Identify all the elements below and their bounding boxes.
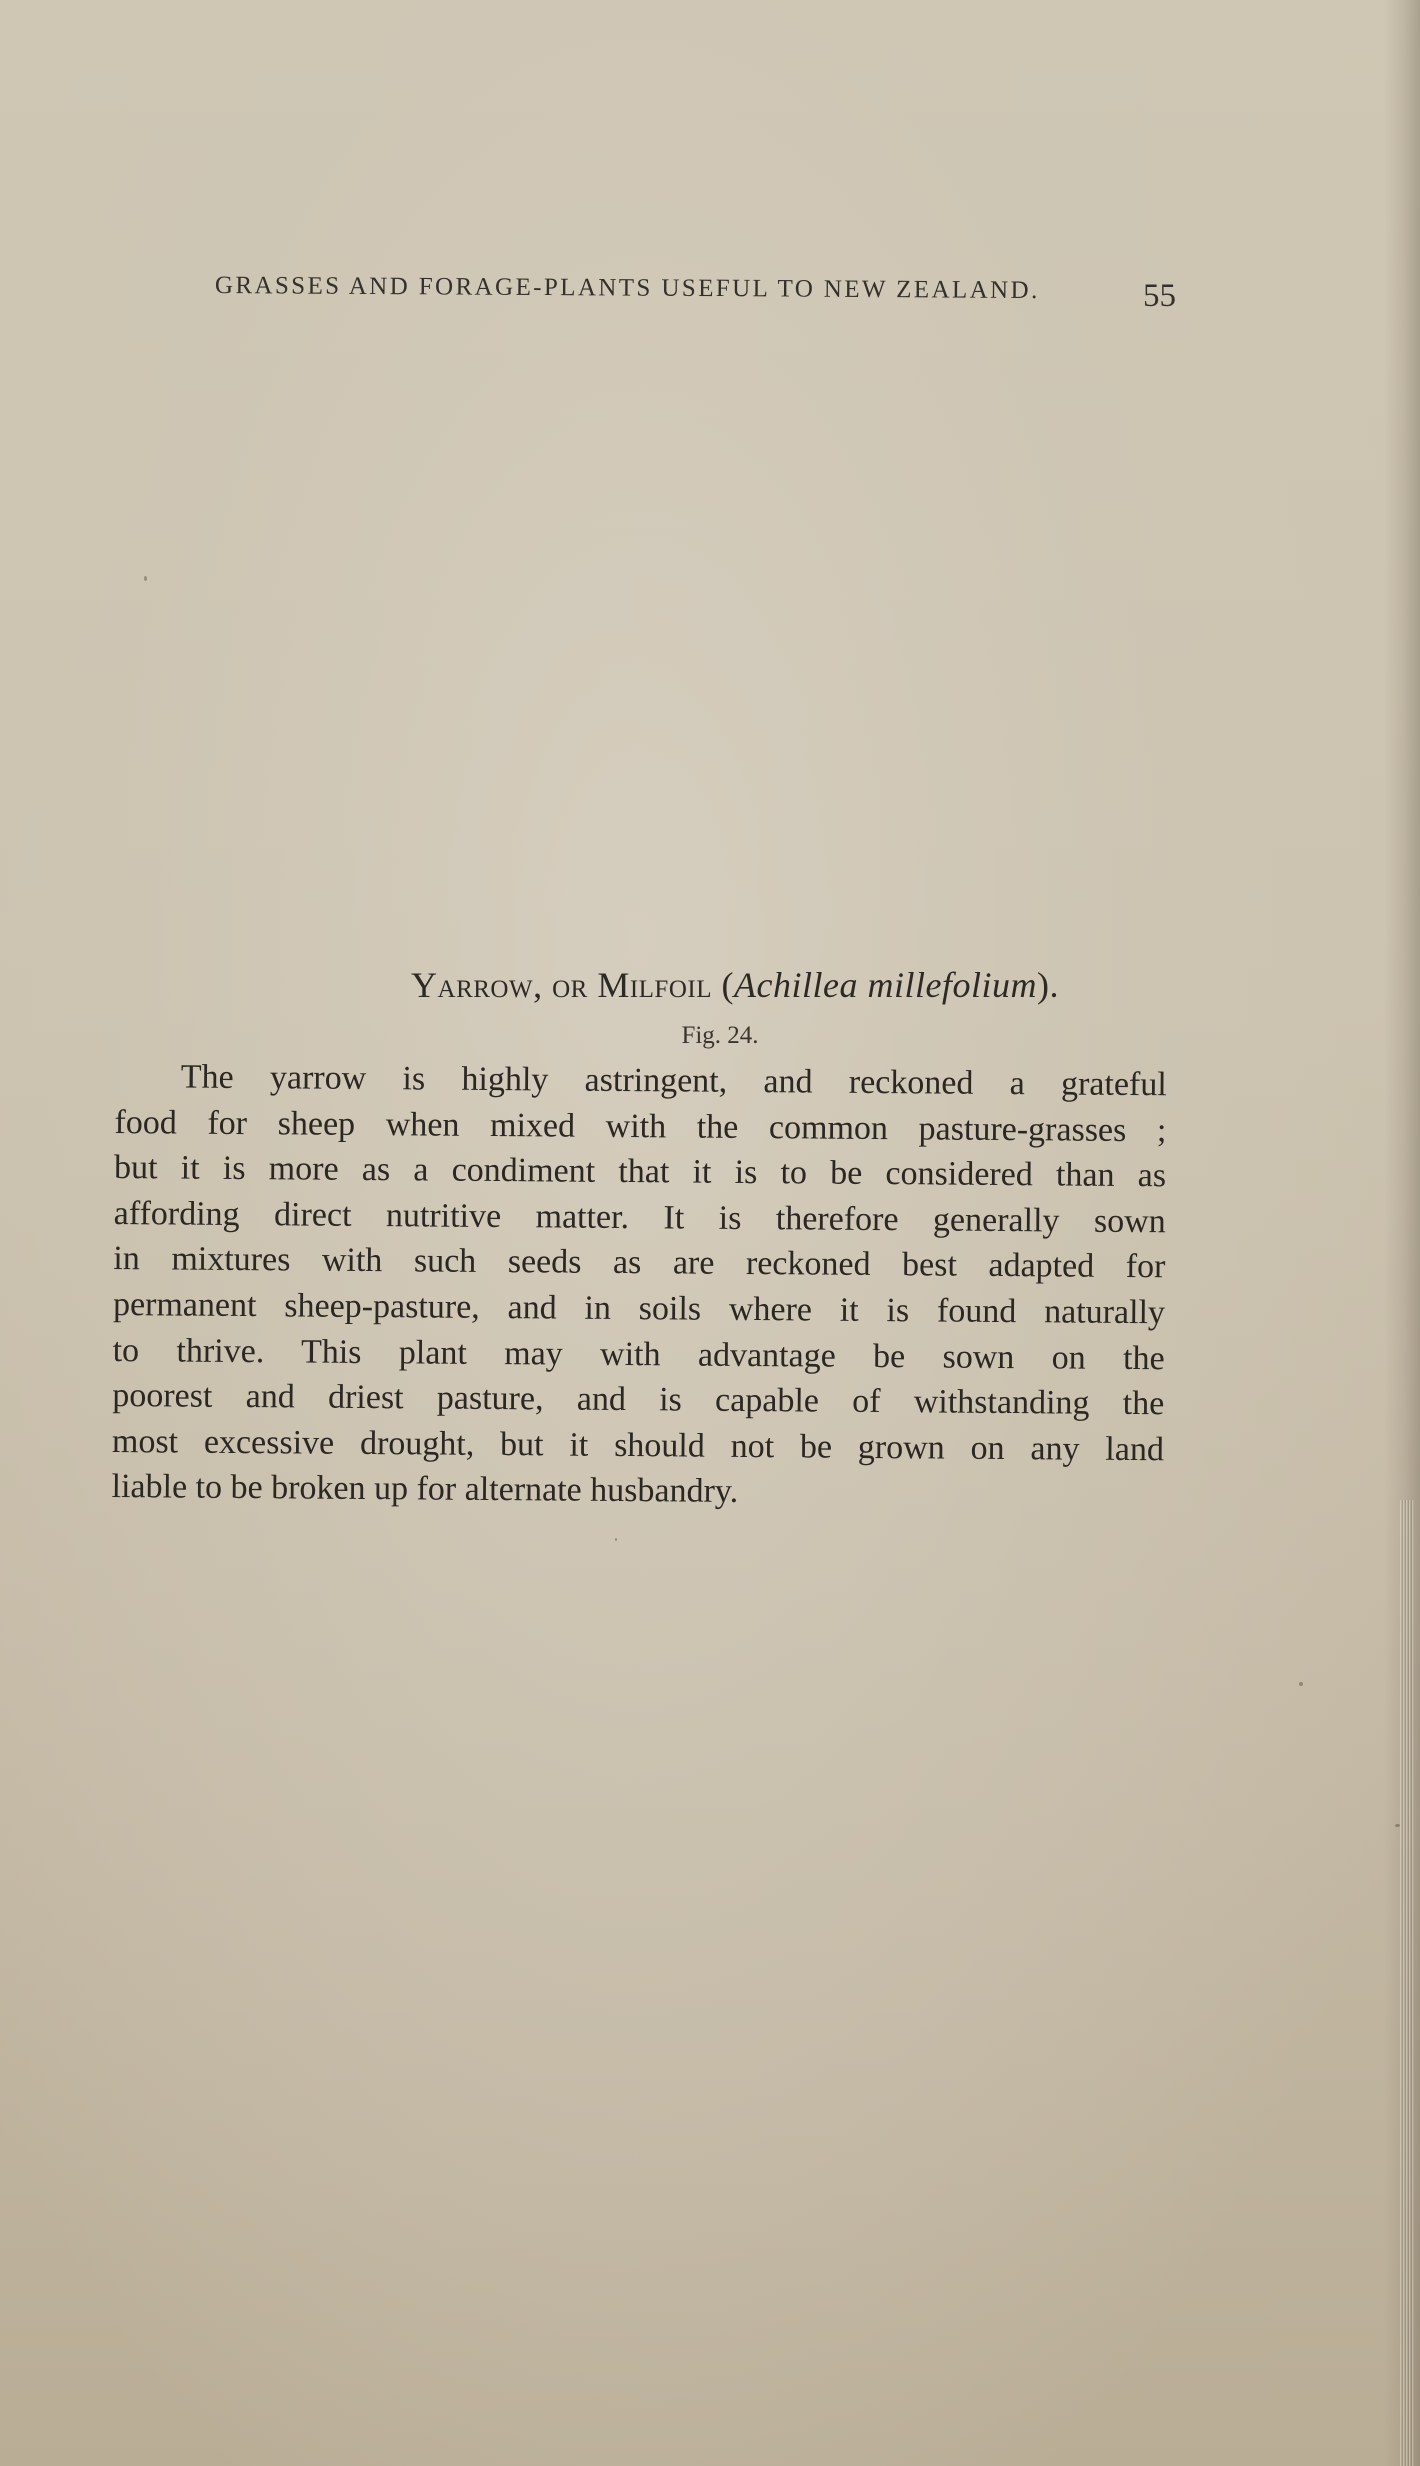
body-line: The yarrow is highly astringent, and reckoned a grateful <box>180 1058 1167 1104</box>
figure-label: Fig. 24. <box>681 1022 759 1049</box>
body-line: in mixtures with such seeds as are reckoned best adapted for <box>113 1240 1166 1286</box>
title-common-name-2: Milfoil <box>597 965 712 1005</box>
running-head: GRASSES AND FORAGE-PLANTS USEFUL TO NEW ZEALAND. <box>214 272 1040 305</box>
title-or: or <box>552 965 588 1005</box>
body-line: food for sheep when mixed with the common pasture-grasses ; <box>114 1103 1167 1149</box>
paper-speck <box>1299 1682 1303 1686</box>
page-edge-leaves <box>1400 1500 1414 2466</box>
title-open-paren: ( <box>712 965 734 1005</box>
body-paragraph <box>111 1054 1167 1518</box>
title-close-paren: ). <box>1036 965 1059 1005</box>
paper-speck <box>1395 1824 1400 1827</box>
body-line: liable to be broken up for alternate husbandry. <box>111 1468 739 1511</box>
paper-speck <box>615 1538 617 1541</box>
body-line: poorest and driest pasture, and is capable of withstanding the <box>112 1377 1165 1423</box>
page-number: 55 <box>1143 278 1176 314</box>
body-line: but it is more as a condiment that it is to be considered than as <box>113 1149 1167 1195</box>
section-title <box>0 964 1420 1006</box>
body-line: permanent sheep-pasture, and in soils where it is found naturally <box>112 1285 1166 1332</box>
paper-speck <box>144 576 147 581</box>
title-common-name-1: Yarrow <box>411 965 534 1005</box>
body-line: to thrive. This plant may with advantage be sown on the <box>112 1331 1165 1377</box>
body-line: affording direct nutritive matter. It is therefore generally sown <box>113 1194 1166 1241</box>
title-latin-name: Achillea millefolium <box>734 965 1037 1005</box>
body-line: most excessive drought, but it should not be grown on any land <box>111 1422 1165 1468</box>
title-separator: , <box>533 965 553 1005</box>
